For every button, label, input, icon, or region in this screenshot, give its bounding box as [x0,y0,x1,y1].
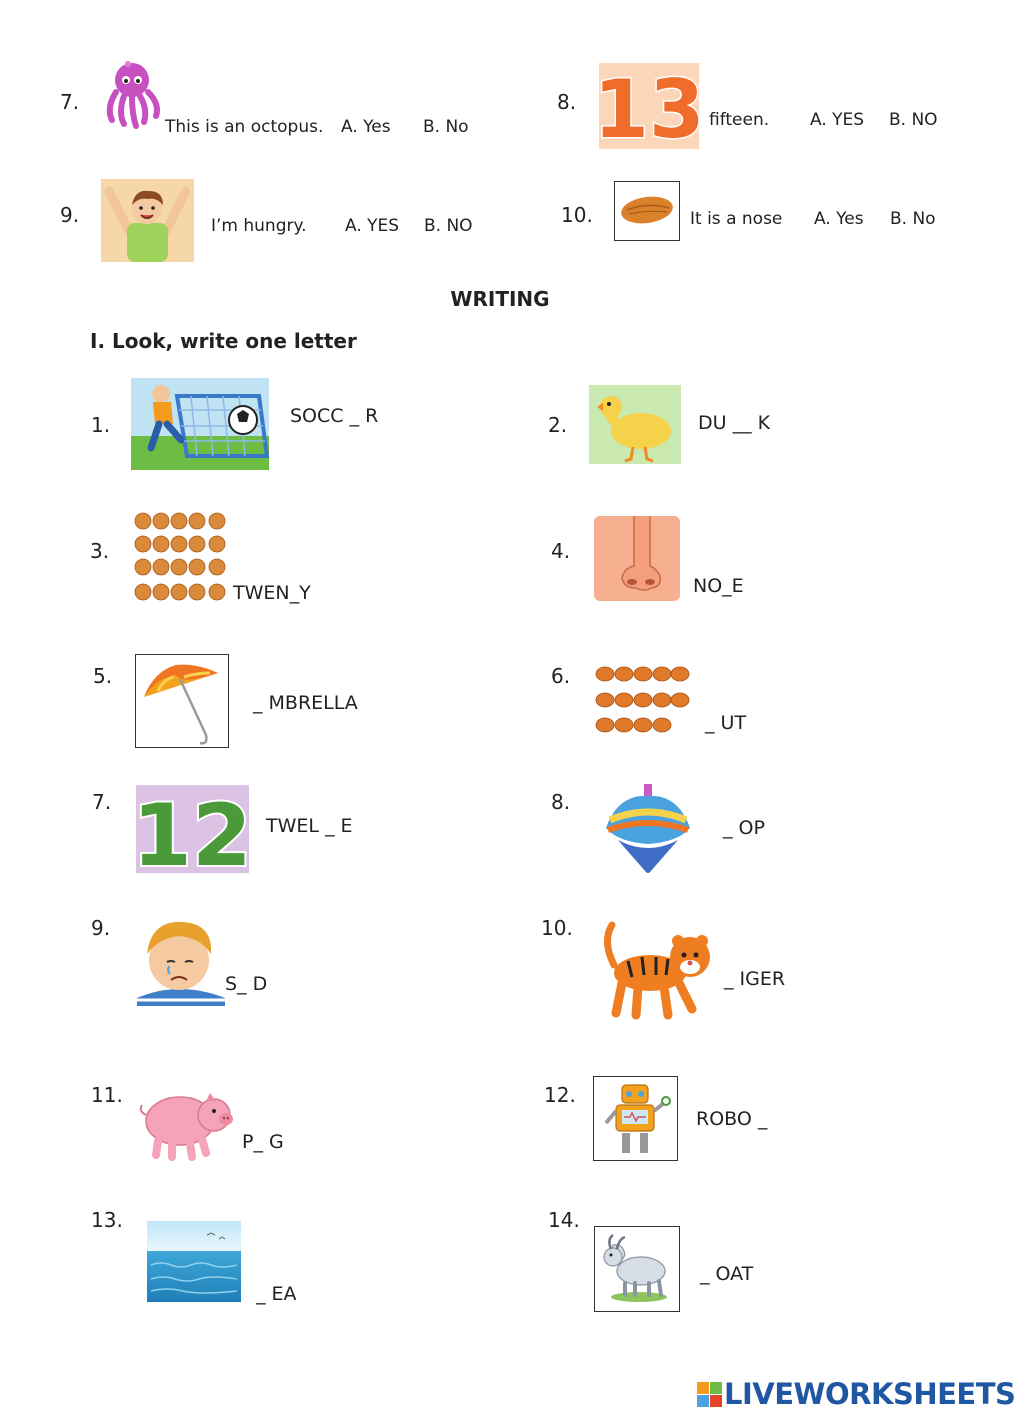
number-13-icon [593,63,705,156]
writing-item-11-word[interactable]: P_ G [242,1131,284,1153]
cookies-icon [133,510,228,603]
item-9-number: 9. [60,203,80,227]
item-8-option-a[interactable]: A. YES [810,110,865,130]
sad-boy-icon [131,914,228,1006]
writing-item-10-number: 10. [541,916,573,940]
logo-text: LIVEWORKSHEETS [724,1377,1015,1411]
writing-item-5-word[interactable]: _ MBRELLA [253,692,358,714]
item-7-option-a[interactable]: A. Yes [341,117,391,137]
writing-item-2-number: 2. [548,413,568,437]
writing-item-14-word[interactable]: _ OAT [700,1263,754,1285]
pig-icon [136,1081,236,1160]
writing-item-6-number: 6. [551,664,571,688]
nuts-icon [594,663,690,737]
writing-item-10-word[interactable]: _ IGER [724,968,786,990]
item-7-number: 7. [60,90,80,114]
writing-item-4-number: 4. [551,539,571,563]
nose-icon [594,516,680,601]
svg-text:12: 12 [132,786,252,886]
writing-item-3-number: 3. [90,539,110,563]
item-10-number: 10. [561,203,593,227]
writing-item-6-word[interactable]: _ UT [705,712,747,734]
logo-badge-icon [697,1382,722,1407]
writing-item-9-number: 9. [91,916,111,940]
tiger-icon [598,917,722,1025]
item-8-statement: fifteen. [709,110,770,130]
writing-item-8-number: 8. [551,790,571,814]
writing-item-5-number: 5. [93,664,113,688]
robot-icon [593,1076,678,1161]
writing-item-7-number: 7. [92,790,112,814]
writing-item-14-number: 14. [548,1208,580,1232]
item-8-number: 8. [557,90,577,114]
writing-item-1-word[interactable]: SOCC _ R [290,405,379,427]
item-7-statement: This is an octopus. [165,117,324,137]
writing-item-4-word[interactable]: NO_E [693,575,744,597]
happy-boy-icon [101,179,194,262]
writing-item-8-word[interactable]: _ OP [723,817,765,839]
item-9-option-b[interactable]: B. NO [424,216,473,236]
writing-item-1-number: 1. [91,413,111,437]
umbrella-icon [135,654,229,748]
item-8-option-b[interactable]: B. NO [889,110,938,130]
section-title: WRITING [450,287,550,311]
svg-text:13: 13 [593,63,705,156]
almond-nut-icon [614,181,680,241]
writing-item-2-word[interactable]: DU __ K [698,412,771,434]
item-9-statement: I’m hungry. [211,216,307,236]
octopus-icon [102,58,162,128]
goat-icon [594,1226,680,1312]
writing-item-13-number: 13. [91,1208,123,1232]
liveworksheets-logo [697,1376,1015,1412]
item-10-option-b[interactable]: B. No [890,209,936,229]
soccer-icon [131,378,269,470]
item-10-option-a[interactable]: A. Yes [814,209,864,229]
item-10-statement: It is a nose [690,209,783,229]
writing-item-12-word[interactable]: ROBO _ [696,1108,768,1130]
writing-item-12-number: 12. [544,1083,576,1107]
writing-item-11-number: 11. [91,1083,123,1107]
writing-item-13-word[interactable]: _ EA [256,1283,297,1305]
writing-item-9-word[interactable]: S_ D [225,973,268,995]
duck-icon [589,385,681,464]
instruction: I. Look, write one letter [90,329,357,353]
writing-item-3-word[interactable]: TWEN_Y [233,582,311,604]
writing-item-7-word[interactable]: TWEL _ E [266,815,353,837]
spinning-top-icon [598,780,698,876]
item-7-option-b[interactable]: B. No [423,117,469,137]
number-12-icon [132,785,252,886]
item-9-option-a[interactable]: A. YES [345,216,400,236]
sea-icon [147,1221,241,1302]
